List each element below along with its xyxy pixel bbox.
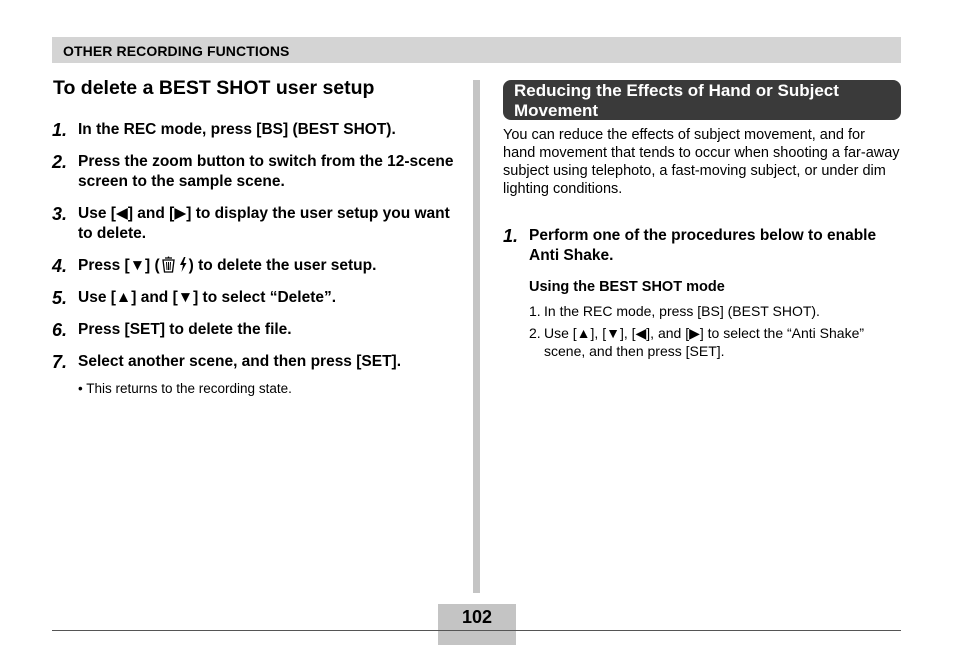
step-text: Press [SET] to delete the file. [78,321,292,338]
step-text: Perform one of the procedures below to enable Anti Shake. [529,227,877,264]
bullet-note: • This returns to the recording state. [78,381,292,396]
step-text: Use [▲] and [▼] to select “Delete”. [78,289,337,306]
step-text [78,256,376,276]
step-text-after: ) to delete the user setup. [188,257,377,274]
page-number: 102 [438,604,516,630]
left-column [52,76,462,398]
step-number: 1. [503,226,519,246]
section-header-bar [52,37,901,63]
right-step-1 [503,226,901,266]
delete-trash-icon [161,256,176,273]
flash-icon [178,256,188,273]
step-number: 3. [52,204,68,224]
step-6 [52,320,462,340]
list-item [529,302,901,320]
right-column [503,80,901,360]
step-number: 7. [52,352,68,372]
list-item-text: In the REC mode, press [BS] (BEST SHOT). [544,303,820,319]
step-text: Select another scene, and then press [SET]. [78,353,402,370]
left-section-title: To delete a BEST SHOT user setup [53,77,375,99]
page-number-tab [438,631,516,645]
intro-paragraph: You can reduce the effects of subject movement, and for hand movement that tends to occur when shooting a far-away subject using telephoto, a fast-moving subject, or under dim lighting conditions. [503,127,900,197]
list-item-text: Use [▲], [▼], [◀], and [▶] to select the “Anti Shake” scene, and then press [SET]. [544,325,865,359]
section-header-title: OTHER RECORDING FUNCTIONS [63,43,290,59]
list-item-number: 2. [529,325,541,341]
step-5 [52,288,462,308]
step-3 [52,204,462,244]
step-number: 2. [52,152,68,172]
right-section-header: Reducing the Effects of Hand or Subject Movement [503,80,901,120]
step-text: In the REC mode, press [BS] (BEST SHOT). [78,121,396,138]
step-text-before: Press [▼] ( [78,257,160,274]
step-text: Press the zoom button to switch from the 12-scene screen to the sample scene. [78,153,454,190]
column-divider [473,80,480,593]
step-text: Use [◀] and [▶] to display the user setup you want to delete. [78,205,450,242]
step-2 [52,152,462,192]
sub-heading: Using the BEST SHOT mode [529,279,725,295]
step-1 [52,120,462,140]
step-7 [52,352,462,372]
step-number: 1. [52,120,68,140]
step-number: 6. [52,320,68,340]
step-number: 4. [52,256,68,276]
step-number: 5. [52,288,68,308]
list-item [529,324,901,360]
list-item-number: 1. [529,303,541,319]
step-4 [52,256,462,276]
